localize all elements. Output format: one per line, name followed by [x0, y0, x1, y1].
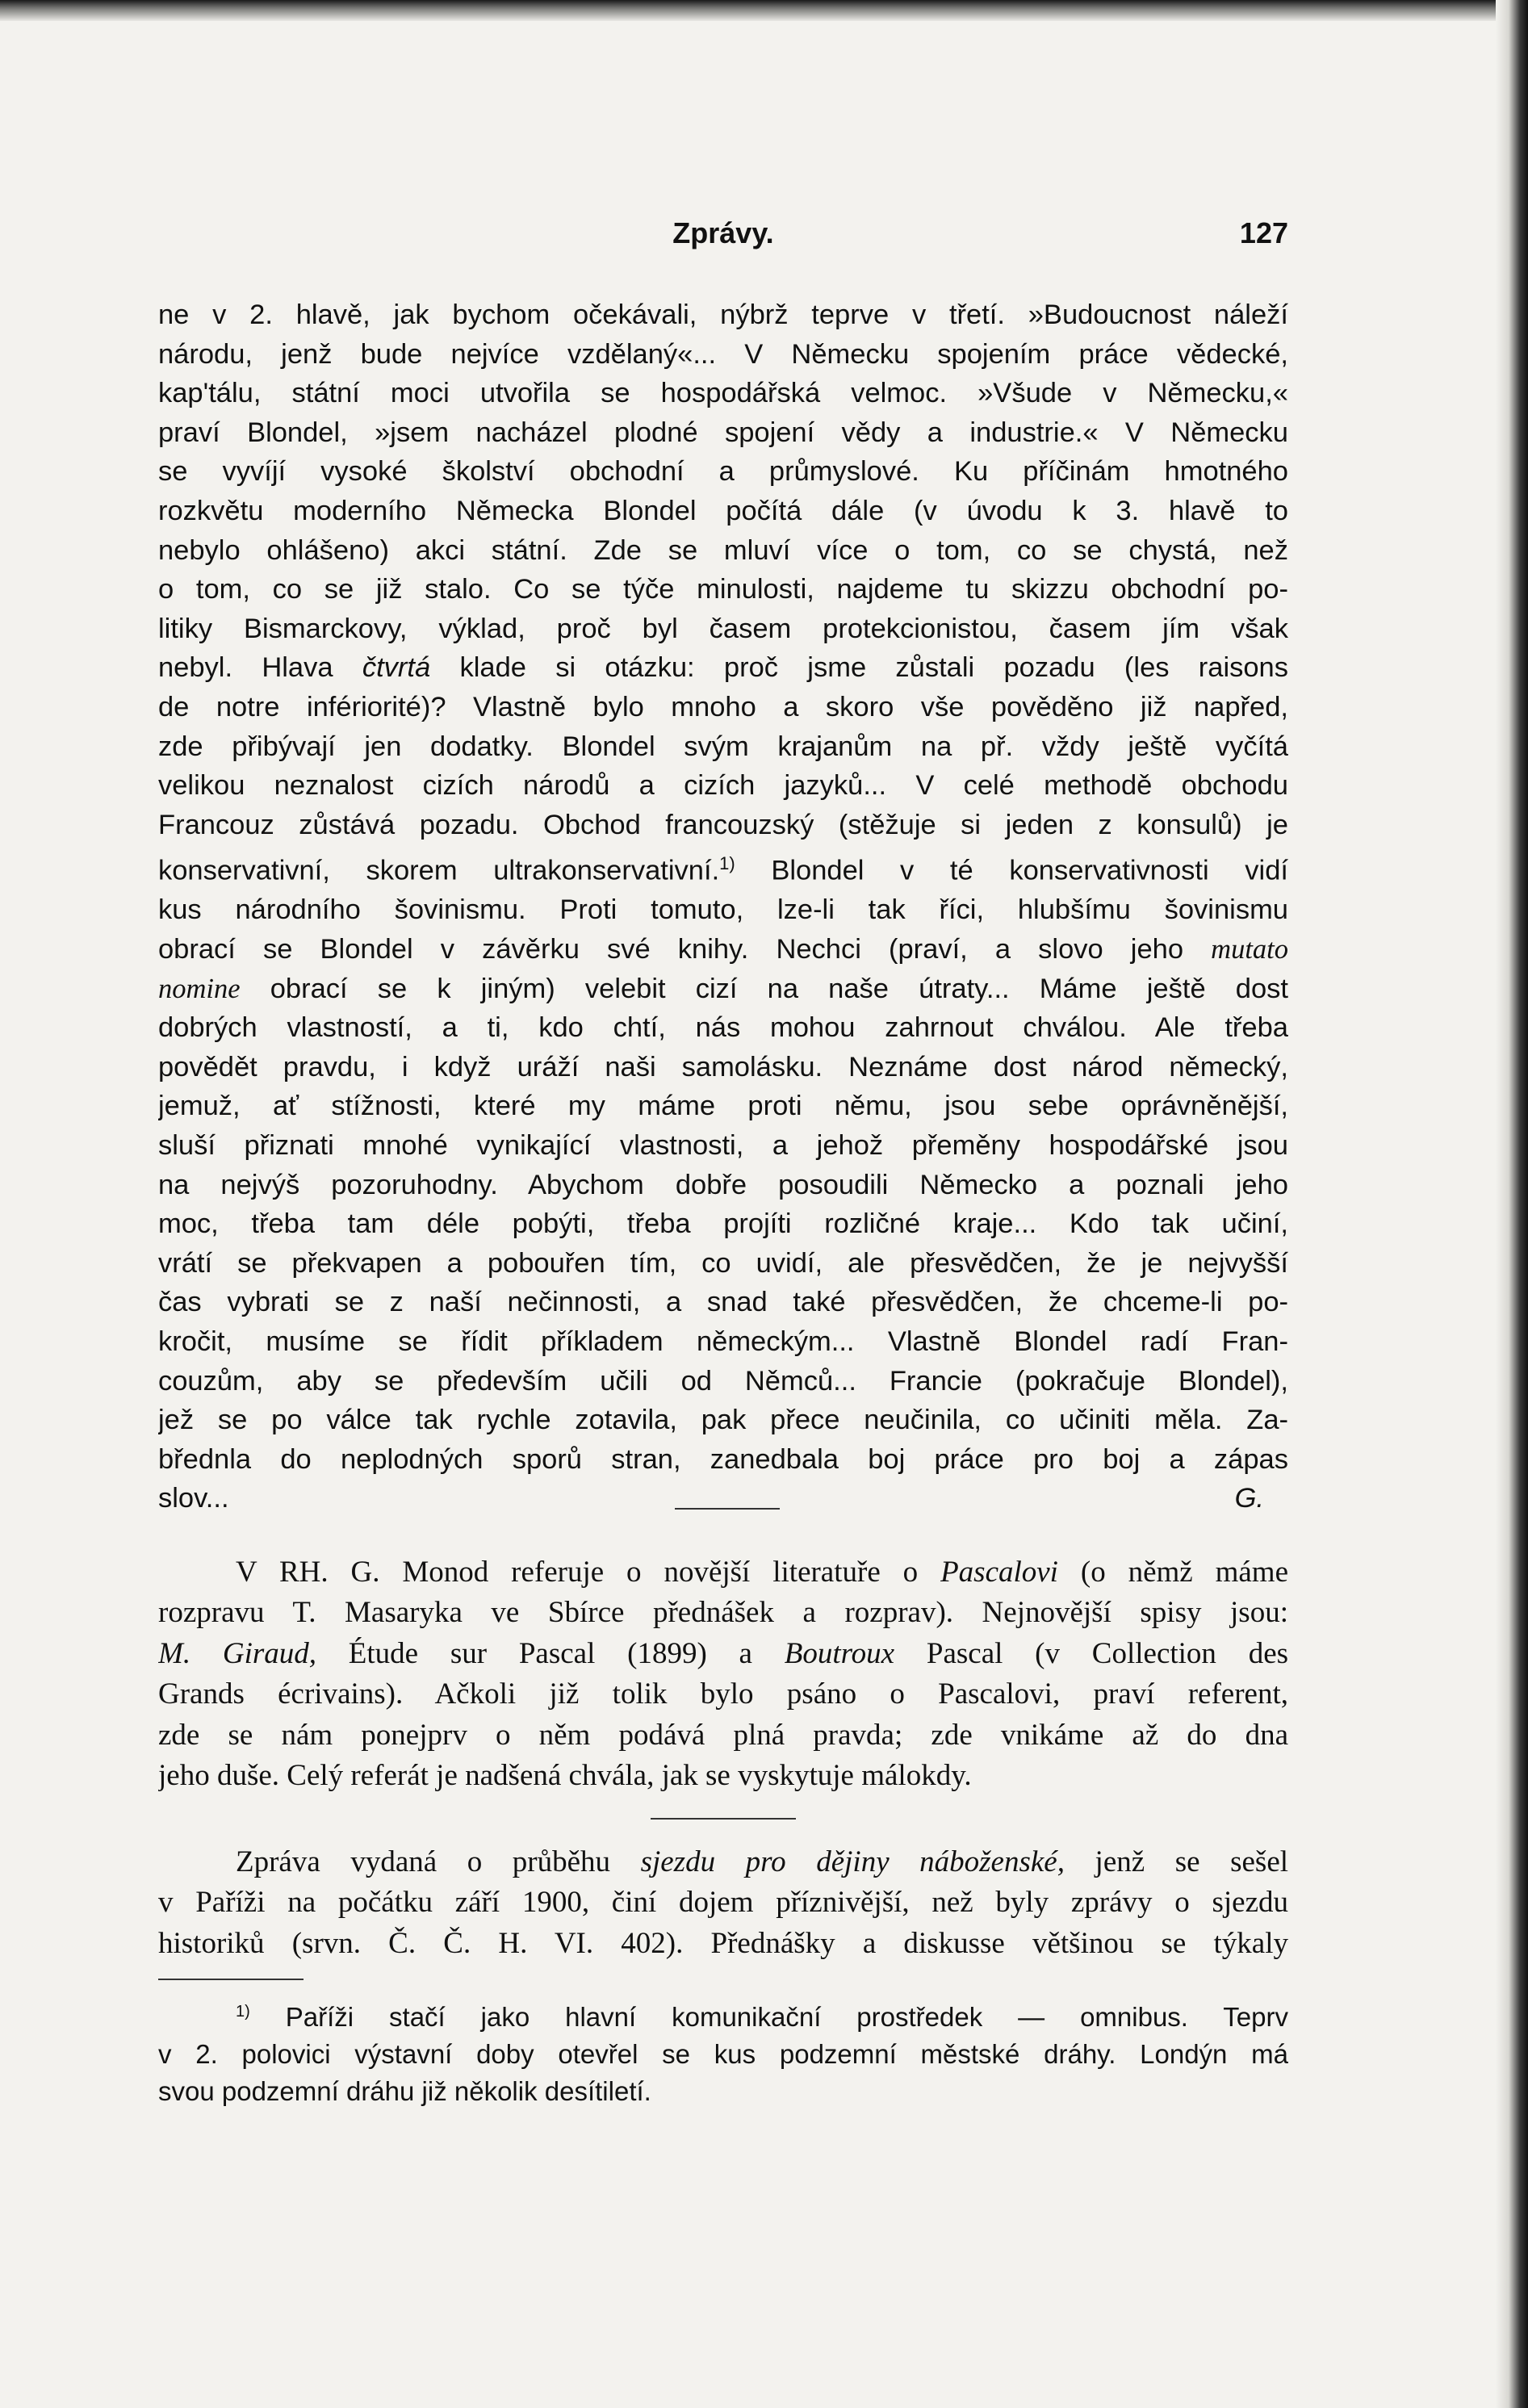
text-line: praví Blondel, »jsem nacházel plodné spojení vědy a industrie.« V Německu: [158, 417, 1288, 448]
text-line: Francouz zůstává pozadu. Obchod francouzský (stěžuje si jeden z konsulů) je: [158, 809, 1288, 840]
text-line: litiky Bismarckovy, výklad, proč byl časem protekcionistou, časem jím však: [158, 613, 1288, 644]
text-line: v Paříži na počátku září 1900, činí dojem příznivější, než byly zprávy o sjezdu: [158, 1886, 1288, 1920]
italic-word: sjezdu pro dějiny náboženské,: [640, 1845, 1065, 1878]
text-line: jeho duše. Celý referát je nadšená chvála, jak se vyskytuje málokdy.: [158, 1759, 972, 1793]
text-line: slov...: [158, 1483, 229, 1514]
text-line: nebylo ohlášeno) akci státní. Zde se mluví více o tom, co se chystá, než: [158, 534, 1288, 566]
book-page: [158, 216, 1288, 2110]
text-line: velikou neznalost cizích národů a cizích jazyků... V celé methodě obchodu: [158, 770, 1288, 802]
italic-word: čtvrtá: [362, 652, 431, 684]
page-number: 127: [1239, 216, 1288, 249]
text-line: historiků (srvn. Č. Č. H. VI. 402). Přednášky a diskusse většinou se týkaly: [158, 1926, 1288, 1960]
scan-right-edge: [1496, 0, 1528, 2408]
text-line: vrátí se překvapen a pobouřen tím, co uvidí, ale přesvědčen, že je nejvyšší: [158, 1247, 1288, 1279]
footnote: [158, 1993, 1288, 2110]
footnote-mark: 1): [236, 2003, 250, 2021]
footnote-rule: [158, 1979, 304, 1980]
footnote-mark: 1): [719, 853, 735, 874]
text-line: sluší přiznati mnohé vynikající vlastnosti, a jehož přeměny hospodářské jsou: [158, 1129, 1288, 1161]
text-line: břednla do neplodných sporů stran, zanedbala boj práce pro boj a zápas: [158, 1443, 1288, 1475]
italic-word: nomine: [158, 973, 241, 1004]
scan-top-edge: [0, 0, 1528, 21]
page-title: Zprávy.: [672, 216, 774, 249]
text-line: rozkvětu moderního Německa Blondel počítá dále (v úvodu k 3. hlavě to: [158, 495, 1288, 526]
text-line: se vyvíjí vysoké školství obchodní a průmyslové. Ku příčinám hmotného: [158, 456, 1288, 488]
text-line: konservativní, skorem ultrakonservativní.$^{1)}$ Blondel v té konservativnosti vidí: [158, 853, 1288, 886]
italic-word: Boutroux: [784, 1636, 895, 1670]
congress-paragraph: [158, 1842, 1288, 1965]
separator-rule: [651, 1818, 796, 1820]
text-line: zde se nám ponejprv o něm podává plná pravda; zde vnikáme až do dna: [158, 1718, 1288, 1752]
text-line: povědět pravdu, i když uráží naši samolásku. Neznáme dost národ německý,: [158, 1051, 1288, 1083]
text-line: jemuž, ať stížnosti, které my máme proti němu, jsou sebe oprávněnější,: [158, 1091, 1288, 1122]
text-line: dobrých vlastností, a ti, kdo chtí, nás mohou zahrnout chválou. Ale třeba: [158, 1012, 1288, 1044]
text-line: de notre infériorité)? Vlastně bylo mnoho a skoro vše pověděno již napřed,: [158, 691, 1288, 722]
text-line: kap'tálu, státní moci utvořila se hospodářská velmoc. »Všude v Německu,«: [158, 378, 1288, 409]
closing-line: [158, 1479, 1288, 1518]
text-line: Grands écrivains). Ačkoli již tolik bylo psáno o Pascalovi, praví referent,: [158, 1677, 1288, 1711]
review-paragraph: [158, 295, 1288, 1518]
text-line: M. Giraud, Étude sur Pascal (1899) a Boutroux Pascal (v Collection des: [158, 1636, 1288, 1670]
text-line: nomine obrací se k jiným) velebit cizí na naše útraty... Máme ještě dost: [158, 973, 1288, 1004]
text-line: čas vybrati se z naší nečinnosti, a snad také přesvědčen, že chceme-li po-: [158, 1287, 1288, 1318]
monod-paragraph: [158, 1552, 1288, 1797]
text-line: rozpravu T. Masaryka ve Sbírce přednášek a rozprav). Nejnovější spisy jsou:: [158, 1596, 1288, 1630]
text-line: národu, jenž bude nejvíce vzdělaný«... V Německu spojením práce vědecké,: [158, 338, 1288, 370]
text-line: jež se po válce tak rychle zotavila, pak přece neučinila, co učiniti měla. Za-: [158, 1405, 1288, 1436]
text-line: Zpráva vydaná o průběhu sjezdu pro dějiny náboženské, jenž se sešel: [236, 1845, 1288, 1878]
text-line: o tom, co se již stalo. Co se týče minulosti, najdeme tu skizzu obchodní po-: [158, 574, 1288, 605]
italic-word: M. Giraud,: [158, 1636, 316, 1670]
text-line: zde přibývají jen dodatky. Blondel svým krajanům na př. vždy ještě vyčítá: [158, 731, 1288, 762]
text-line: nebyl. Hlava čtvrtá klade si otázku: proč jsme zůstali pozadu (les raisons: [158, 652, 1288, 684]
separator-rule: [675, 1508, 780, 1510]
footnote-line: svou podzemní dráhu již několik desítiletí.: [158, 2076, 651, 2107]
footnote-line: v 2. polovici výstavní doby otevřel se kus podzemní městské dráhy. Londýn má: [158, 2039, 1288, 2070]
text-line: V RH. G. Monod referuje o novější literatuře o Pascalovi (o němž máme: [236, 1555, 1288, 1589]
italic-word: mutato: [1211, 934, 1288, 965]
text-line: ne v 2. hlavě, jak bychom očekávali, nýbrž teprve v třetí. »Budoucnost náleží: [158, 299, 1288, 330]
running-header: [158, 216, 1288, 265]
footnote-line: $^{1)}$ Paříži stačí jako hlavní komunikační prostředek — omnibus. Teprv: [236, 2002, 1288, 2033]
signature: G.: [1234, 1483, 1264, 1514]
text-line: moc, třeba tam déle pobýti, třeba projíti rozličné kraje... Kdo tak učiní,: [158, 1208, 1288, 1240]
text-line: kročit, musíme se řídit příkladem německým... Vlastně Blondel radí Fran-: [158, 1325, 1288, 1357]
text-line: na nejvýš pozoruhodny. Abychom dobře posoudili Německo a poznali jeho: [158, 1169, 1288, 1200]
italic-word: Pascalovi: [940, 1555, 1058, 1589]
text-line: couzům, aby se především učili od Němců... Francie (pokračuje Blondel),: [158, 1365, 1288, 1397]
text-line: obrací se Blondel v závěrku své knihy. Nechci (praví, a slovo jeho mutato: [158, 934, 1288, 965]
text-line: kus národního šovinismu. Proti tomuto, lze-li tak říci, hlubšímu šovinismu: [158, 894, 1288, 926]
